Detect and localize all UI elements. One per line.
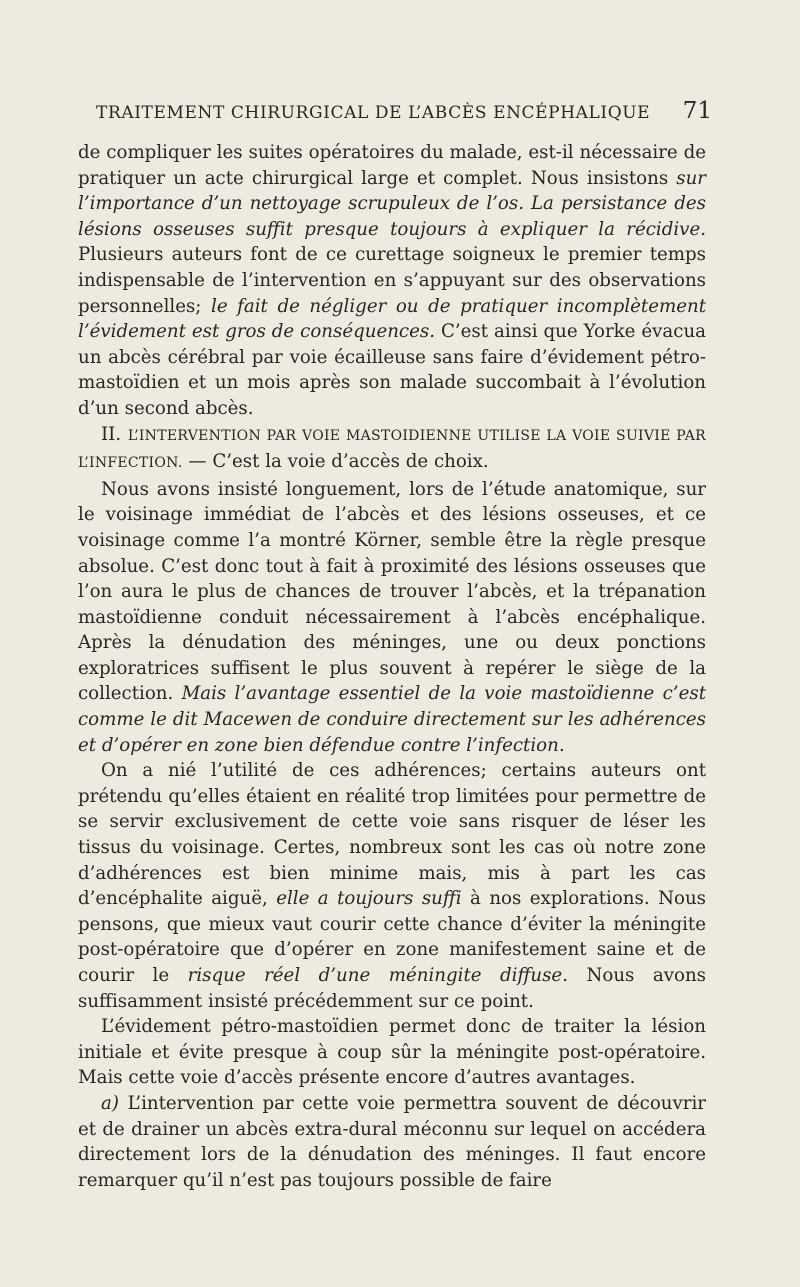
text-run: On a nié l’utilité de ces adhérences; certains auteurs ont prétendu qu’elles étaient en réalité trop limitées pour permettre de se servir exclusivement de cette voie sans risquer de léser les tissus du voisinage. Certes, nombreux sont les cas où notre zone d’adhérences est bien minime mais, mis à part les cas d’encéphalite aiguë, [78, 760, 706, 910]
text-run: Nous avons suffisamment insisté précédemment sur ce point. [78, 965, 707, 1012]
text-run: — C’est la voie d’accès de choix. [182, 451, 489, 473]
body-text [78, 140, 706, 1193]
paragraph-1 [78, 140, 706, 422]
list-label: a) [101, 1092, 119, 1114]
text-run: Nous avons insisté longuement, lors de l’étude anatomique, sur le voisinage immédiat de l’abcès et des lésions osseuses, et ce voisinage comme l’a montré Körner, semble être la règle presque absolue. C’est donc tout à fait à proximité des lésions osseuses que l’on aura le plus de chances de trouver l’abcès, et la trépanation mastoïdienne conduit nécessairement à l’abcès encéphalique. Après la dénudation des méninges, une ou deux ponctions exploratrices suffisent le plus souvent à repérer le siège de la collection. [78, 478, 706, 705]
section-heading-paragraph [78, 422, 706, 477]
paragraph-3 [78, 477, 706, 759]
text-run: à nos explorations. Nous pensons, que mieux vaut courir cette chance d’éviter la méningite post-opératoire que d’opérer en zone manifestement saine et de courir le [78, 888, 706, 986]
paragraph-6 [78, 1091, 706, 1193]
running-title: TRAITEMENT CHIRURGICAL DE L’ABCÈS ENCÉPHALIQUE [96, 103, 651, 123]
section-number: II. [101, 423, 128, 445]
text-run: de compliquer les suites opératoires du malade, est-il nécessaire de pratiquer un acte chirurgical large et complet. Nous insistons [78, 142, 706, 189]
text-run: L’évidement pétro-mastoïdien permet donc de traiter la lésion initiale et évite presque à coup sûr la méningite post-opératoire. Mais cette voie d’accès présente encore d’autres avantages. [78, 1016, 706, 1089]
italic-run: Mais l’avantage essentiel de la voie mastoïdienne c’est comme le dit Macewen de conduire directement sur les adhérences et d’opérer en zone bien défendue contre l’infection. [78, 683, 706, 756]
running-header [96, 98, 712, 124]
section-title-smallcaps: L’INTERVENTION PAR VOIE MASTOIDIENNE UTILISE LA VOIE SUIVIE PAR L’INFECTION. [78, 427, 706, 472]
text-run: C’est ainsi que Yorke évacua un abcès cérébral par voie écailleuse sans faire d’évidement pétro-mastoïdien et un mois après son malade succombait à l’évolution d’un second abcès. [78, 321, 706, 419]
italic-run: sur l’importance d’un nettoyage scrupuleux de l’os. La persistance des lésions osseuses suffit presque toujours à expliquer la récidive. [78, 167, 706, 240]
paragraph-5 [78, 1014, 706, 1091]
italic-run: elle a toujours suffi [276, 888, 462, 910]
italic-run: le fait de négliger ou de pratiquer incomplètement l’évidement est gros de conséquences. [78, 295, 707, 343]
text-run: Plusieurs auteurs font de ce curettage soigneux le premier temps indispensable de l’intervention en s’appuyant sur des observations personnelles; [78, 244, 706, 317]
italic-run: risque réel d’une méningite diffuse. [187, 965, 568, 986]
text-run: L’intervention par cette voie permettra souvent de découvrir et de drainer un abcès extra-dural méconnu sur lequel on accédera directement lors de la dénudation des méninges. Il faut encore remarquer qu’il n’est pas toujours possible de faire [78, 1092, 706, 1191]
page-number: 71 [682, 98, 712, 124]
paragraph-4 [78, 758, 706, 1014]
